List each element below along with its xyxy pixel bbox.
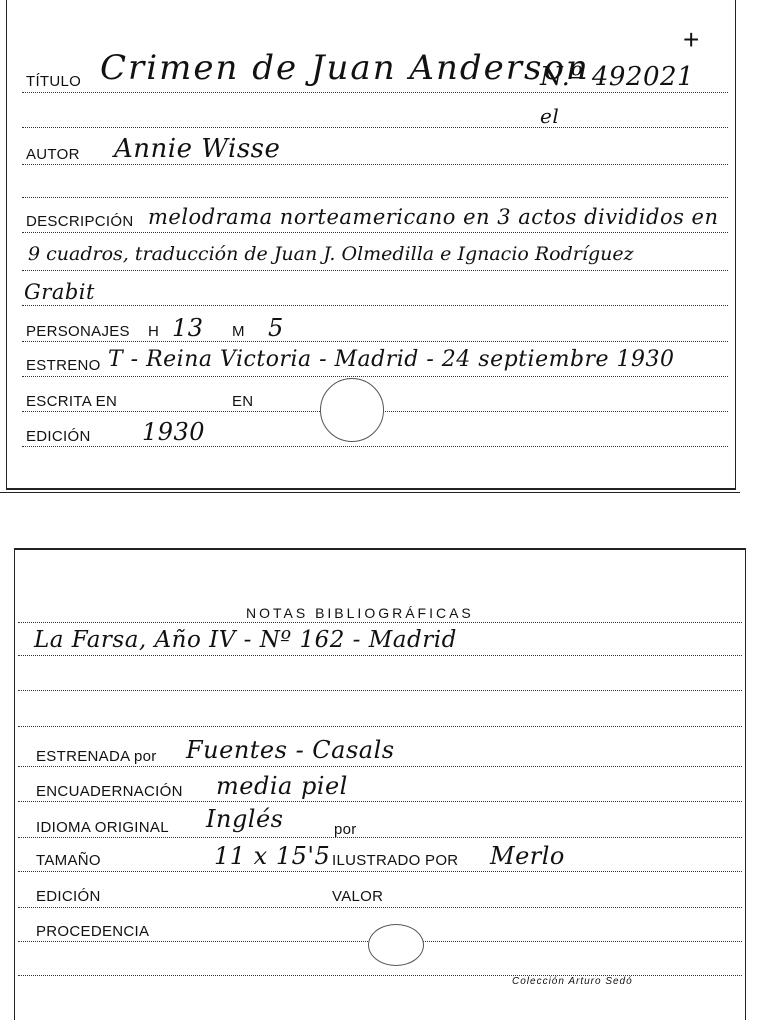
titulo-value: Crimen de Juan Anderson bbox=[100, 48, 590, 88]
titulo-article: el bbox=[540, 104, 560, 128]
descripcion-label: DESCRIPCIÓN bbox=[26, 213, 134, 230]
tamano-label: TAMAÑO bbox=[36, 852, 101, 869]
rule bbox=[18, 690, 742, 691]
rule bbox=[18, 726, 742, 727]
titulo-number: N.º 492021 bbox=[540, 62, 695, 92]
estrenada-value: Fuentes - Casals bbox=[186, 736, 395, 764]
valor-label: VALOR bbox=[332, 888, 384, 905]
personajes-m-value: 5 bbox=[268, 314, 284, 342]
idioma-value: Inglés bbox=[206, 805, 284, 833]
rule bbox=[18, 837, 742, 838]
rule bbox=[22, 164, 728, 165]
edicion-back-label: EDICIÓN bbox=[36, 888, 101, 905]
rule bbox=[22, 92, 728, 93]
plus-mark: + bbox=[683, 24, 700, 55]
ilustrado-label: ILUSTRADO POR bbox=[332, 852, 459, 869]
edicion-label: EDICIÓN bbox=[26, 428, 91, 445]
edicion-value: 1930 bbox=[142, 418, 206, 446]
rule bbox=[22, 305, 728, 306]
encuadernacion-label: ENCUADERNACIÓN bbox=[36, 783, 183, 800]
card-edge bbox=[0, 492, 740, 493]
rule bbox=[22, 127, 728, 128]
estreno-label: ESTRENO bbox=[26, 357, 101, 374]
punch-hole bbox=[320, 378, 384, 442]
estreno-value: T - Reina Victoria - Madrid - 24 septiembre 1930 bbox=[108, 347, 675, 372]
rule bbox=[22, 232, 728, 233]
rule bbox=[18, 975, 742, 976]
rule bbox=[22, 376, 728, 377]
descripcion-line3: Grabit bbox=[24, 280, 95, 304]
escrita-label: ESCRITA EN bbox=[26, 393, 118, 410]
punch-hole bbox=[368, 924, 424, 966]
rule bbox=[18, 801, 742, 802]
rule bbox=[22, 270, 728, 271]
idioma-label: IDIOMA ORIGINAL bbox=[36, 819, 169, 836]
rule bbox=[22, 197, 728, 198]
personajes-m-label: M bbox=[232, 323, 245, 340]
rule bbox=[22, 341, 728, 342]
personajes-h-value: 13 bbox=[172, 314, 204, 342]
estrenada-label: ESTRENADA por bbox=[36, 748, 157, 765]
rule bbox=[22, 446, 728, 447]
ilustrado-value: Merlo bbox=[490, 842, 565, 870]
descripcion-line1: melodrama norteamericano en 3 actos divididos en bbox=[148, 205, 719, 229]
titulo-label: TÍTULO bbox=[26, 73, 82, 90]
encuadernacion-value: media piel bbox=[216, 772, 348, 800]
autor-value: Annie Wisse bbox=[114, 134, 281, 164]
notas-value: La Farsa, Año IV - Nº 162 - Madrid bbox=[34, 627, 457, 653]
rule bbox=[18, 871, 742, 872]
por-label: por bbox=[334, 821, 357, 838]
rule bbox=[18, 622, 742, 623]
tamano-value: 11 x 15'5 bbox=[214, 842, 331, 870]
rule bbox=[18, 766, 742, 767]
rule bbox=[18, 655, 742, 656]
personajes-h-label: H bbox=[148, 323, 160, 340]
autor-label: AUTOR bbox=[26, 146, 80, 163]
personajes-label: PERSONAJES bbox=[26, 323, 130, 340]
coleccion-stamp: Colección Arturo Sedó bbox=[512, 976, 633, 987]
procedencia-label: PROCEDENCIA bbox=[36, 923, 150, 940]
rule bbox=[18, 907, 742, 908]
notas-heading: NOTAS BIBLIOGRÁFICAS bbox=[246, 605, 474, 621]
en-label: EN bbox=[232, 393, 254, 410]
descripcion-line2: 9 cuadros, traducción de Juan J. Olmedilla e Ignacio Rodríguez bbox=[28, 243, 634, 265]
